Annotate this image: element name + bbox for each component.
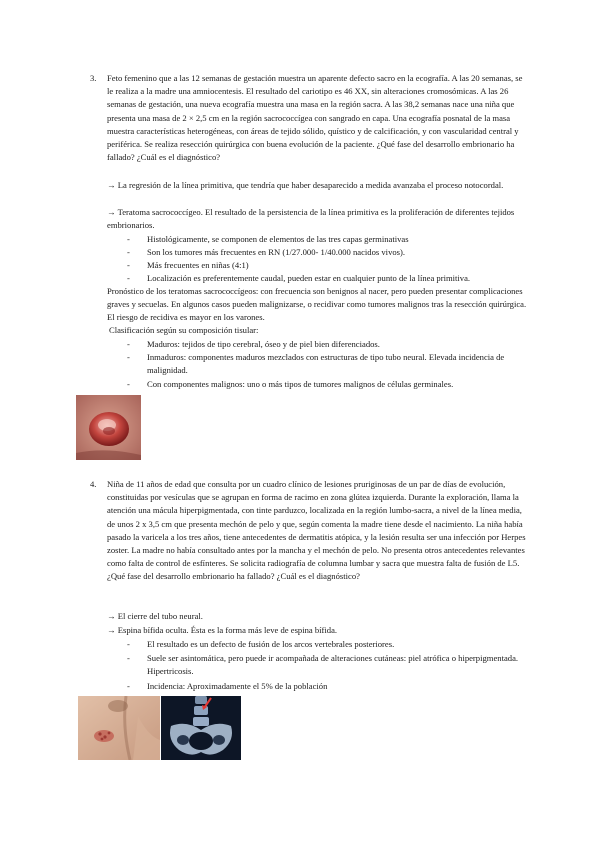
- case3-prognosis: Pronóstico de los teratomas sacrococcígeos: con frecuencia son benignos al nacer, pero pueden presentar complicaciones graves y secuelas. En algunos casos pueden malignizarse, o recidivar como tumores malignos tras la resección quirúrgica. El riesgo de recidiva es mayor en los varones.: [107, 286, 527, 323]
- case3-class-malignant: Con componentes malignos: uno o más tipos de tumores malignos de células germinales.: [147, 379, 454, 389]
- case3-classification-title: Clasificación según su composición tisular:: [109, 325, 259, 335]
- case4-answer-diagnosis: → Espina bífida oculta. Ésta es la forma más leve de espina bífida.: [107, 625, 338, 635]
- bullet-marker: -: [127, 352, 130, 362]
- bullet-marker: -: [127, 260, 130, 270]
- case4-bullet-1: El resultado es un defecto de fusión de los arcos vertebrales posteriores.: [147, 639, 395, 649]
- case4-number: 4.: [90, 479, 97, 489]
- case3-statement: Feto femenino que a las 12 semanas de gestación muestra un aparente defecto sacro en la ecografía. A las 20 semanas, se le realiza a la madre una amniocentesis. El resultado del cariotipo es 46 XX, sin alteraciones cromosómicas. A las 26 semanas de gestación, una nueva ecografía muestra una masa en la región sacra. A las 38,2 semanas nace una niña que presenta una masa de 2 × 2,5 cm en la región sacrococcígea con sangrado en capa. Una ecografía posnatal de la masa muestra características heterogéneas, con áreas de tejido sólido, quístico y de calcificación, y con vascularidad central y periférica. Se realiza resección quirúrgica con buena evolución de la paciente. ¿Qué fase del desarrollo embrionario ha fallado? ¿Cuál es el diagnóstico?: [107, 73, 523, 163]
- bullet-marker: -: [127, 247, 130, 257]
- bullet-marker: -: [127, 339, 130, 349]
- bullet-marker: -: [127, 681, 130, 691]
- case3-class-immature: Inmaduros: componentes maduros mezclados con estructuras de tipo tubo neural. Elevada incidencia de malignidad.: [147, 352, 505, 376]
- case3-bullet-1: Histológicamente, se componen de elementos de las tres capas germinativas: [147, 234, 409, 244]
- case3-answer-diagnosis: → Teratoma sacrococcígeo. El resultado de la persistencia de la línea primitiva es la proliferación de diferentes tejidos embrionarios.: [107, 207, 515, 231]
- case3-bullet-3: Más frecuentes en niñas (4:1): [147, 260, 249, 270]
- case4-answer-phase: → El cierre del tubo neural.: [107, 611, 203, 621]
- bullet-marker: -: [127, 379, 130, 389]
- teratoma-photo: [76, 395, 141, 460]
- case3-bullet-4: Localización es preferentemente caudal, pueden estar en cualquier punto de la línea primitiva.: [147, 273, 471, 283]
- case3-number: 3.: [90, 73, 97, 83]
- bullet-marker: -: [127, 234, 130, 244]
- case4-bullet-2: Suele ser asintomática, pero puede ir acompañada de alteraciones cutáneas: piel atrófica o hiperpigmentada. Hipertricosis.: [147, 653, 519, 677]
- bullet-marker: -: [127, 653, 130, 663]
- lumbosacral-skin-photo: [78, 696, 160, 760]
- case4-bullet-3: Incidencia: Aproximadamente el 5% de la población: [147, 681, 328, 691]
- bullet-marker: -: [127, 639, 130, 649]
- bullet-marker: -: [127, 273, 130, 283]
- case4-statement: Niña de 11 años de edad que consulta por un cuadro clínico de lesiones pruriginosas de un par de días de evolución, constituidas por vesículas que se agrupan en forma de racimo en zona glútea izquierda. Durante la exploración, llama la atención una mácula hiperpigmentada, con tinte parduzco, localizada en la región lumbo-sacra, a nivel de la línea media, de unos 2 x 3,5 cm que presenta mechón de pelo y que, según comenta la madre tiene desde el nacimiento. La niña había pasado la varicela a los tres años, tiene antecedentes de dermatitis atópica, y la lesión resulta ser una infección por Herpes zoster. La madre no había consultado antes por la mancha y el mechón de pelo. No presenta otros antecedentes relevantes como falta de control de esfínteres. Se solicita radiografía de columna lumbar y sacra que muestra falta de fusión de L5. ¿Qué fase del desarrollo embrionario ha fallado? ¿Cuál es el diagnóstico?: [107, 479, 526, 582]
- case3-class-mature: Maduros: tejidos de tipo cerebral, óseo y de piel bien diferenciados.: [147, 339, 380, 349]
- case3-bullet-2: Son los tumores más frecuentes en RN (1/27.000- 1/40.000 nacidos vivos).: [147, 247, 406, 257]
- case3-answer-phase: → La regresión de la línea primitiva, que tendría que haber desaparecido a medida avanzaba el proceso notocordal.: [107, 180, 504, 190]
- lumbar-xray-photo: [161, 696, 241, 760]
